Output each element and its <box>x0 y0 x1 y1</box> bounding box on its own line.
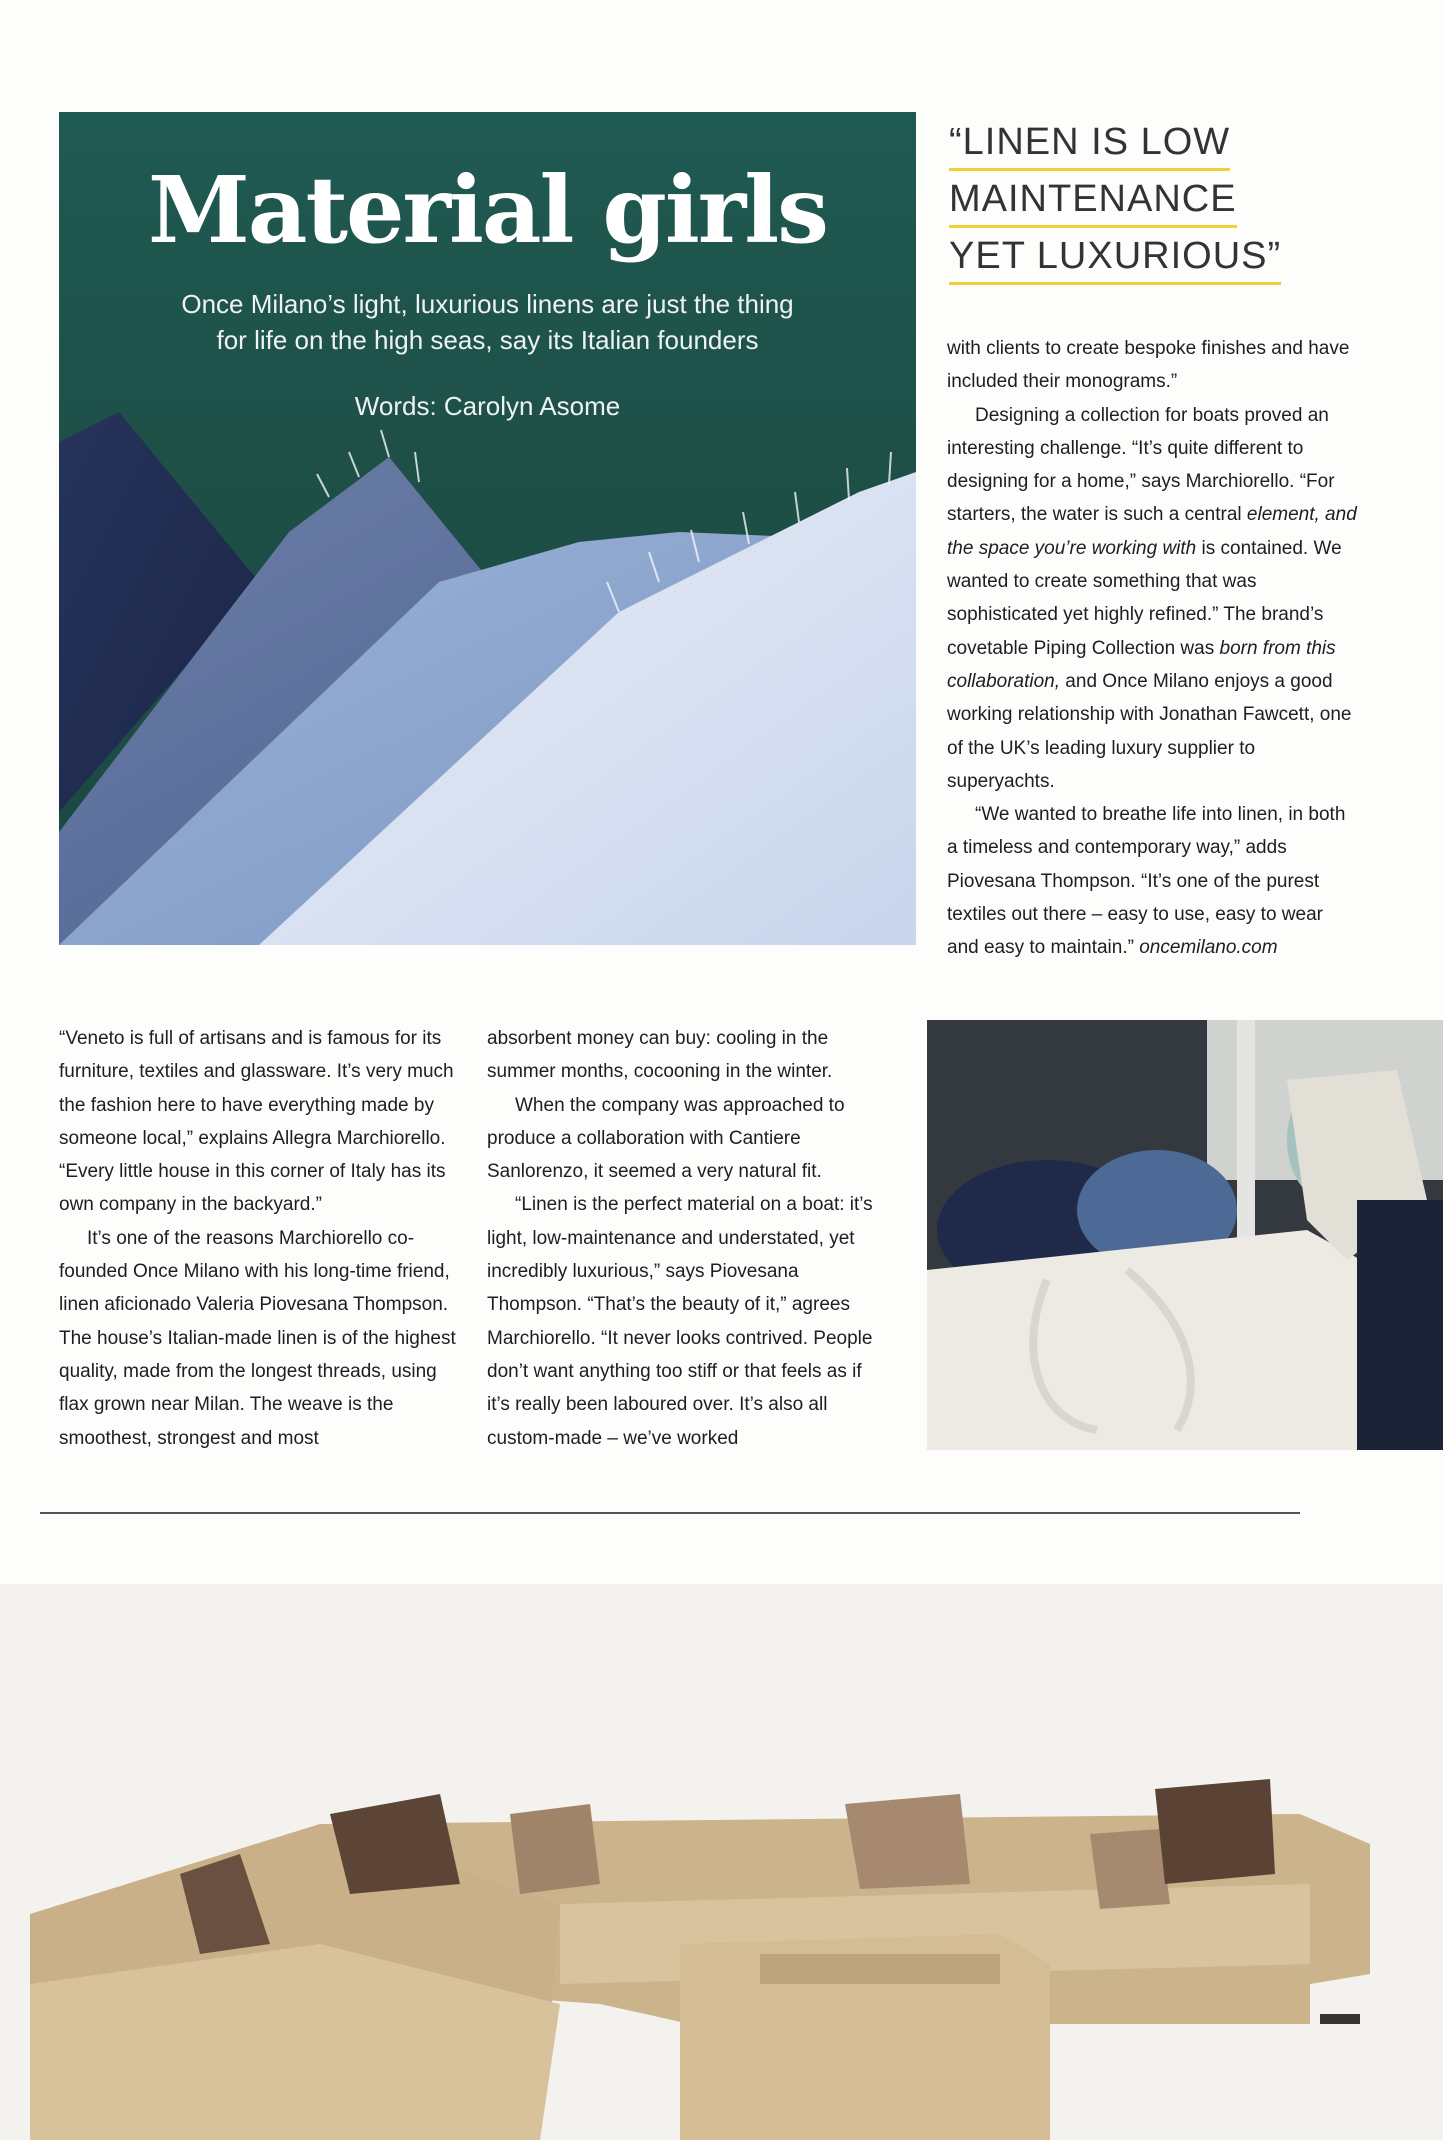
sofa-photo <box>0 1584 1443 2140</box>
subtitle-line: for life on the high seas, say its Italian founders <box>216 325 759 355</box>
website-link[interactable]: oncemilano.com <box>1139 937 1278 959</box>
paragraph: When the company was approached to produce a collaboration with Cantiere Sanlorenzo, it seemed a very natural fit. <box>487 1094 845 1183</box>
hero-image <box>59 112 916 945</box>
text-run: and Once Milano enjoys a good working relationship with Jonathan Fawcett, one of the UK’s leading luxury supplier to superyachts. <box>947 670 1352 792</box>
sectional-sofa-illustration <box>0 1584 1443 2140</box>
pull-quote <box>949 118 1389 289</box>
italic-text: born from this collaboration, <box>947 637 1336 692</box>
pull-quote-line: MAINTENANCE <box>949 175 1237 228</box>
text-column-middle <box>487 1022 882 1455</box>
paragraph: It’s one of the reasons Marchiorello co-founded Once Milano with his long-time friend, linen aficionado Valeria Piovesana Thompson. The house’s Italian-made linen is of the highest quality, made from the longest threads, using flax grown near Milan. The weave is the smoothest, strongest and most <box>59 1227 456 1449</box>
text-run: Designing a collection for boats proved an interesting challenge. “It’s quite different to designing for a home,” says Marchiorello. “For starters, the water is such a central <box>947 404 1335 526</box>
section-divider <box>40 1512 1300 1514</box>
paragraph: “Linen is the perfect material on a boat: it’s light, low-maintenance and understated, yet incredibly luxurious,” says Piovesana Thompson. “That’s the beauty of it,” agrees Marchiorello. “It never looks contrived. People don’t want anything too stiff or that feels as if it’s really been laboured over. It’s also all custom-made – we’ve worked <box>487 1194 873 1449</box>
subtitle-line: Once Milano’s light, luxurious linens are just the thing <box>181 289 794 319</box>
italic-text: element, and the space you’re working with <box>947 504 1357 559</box>
text-run: “We wanted to breathe life into linen, in both a timeless and contemporary way,” adds Piovesana Thompson. “It’s one of the purest textiles out there – easy to use, easy to wear and easy to maintain.” <box>947 804 1346 959</box>
article-title: Material girls <box>148 156 827 264</box>
text-column-right <box>947 332 1357 965</box>
paragraph <box>947 798 1357 964</box>
article-subtitle <box>59 286 916 358</box>
pull-quote-line: YET LUXURIOUS” <box>949 232 1281 285</box>
text-run: is contained. We wanted to create something that was sophisticated yet highly refined.” The brand’s covetable Piping Collection was <box>947 537 1342 659</box>
paragraph: absorbent money can buy: cooling in the summer months, cocooning in the winter. <box>487 1028 833 1083</box>
paragraph: with clients to create bespoke finishes and have included their monograms.” <box>947 338 1350 393</box>
linen-bag-illustration <box>927 1020 1443 1450</box>
text-column-left <box>59 1022 469 1455</box>
byline: Words: Carolyn Asome <box>354 391 621 421</box>
paragraph <box>947 399 1357 799</box>
pull-quote-line: “LINEN IS LOW <box>949 118 1230 171</box>
linen-bag-photo <box>927 1020 1443 1450</box>
paragraph: “Veneto is full of artisans and is famous for its furniture, textiles and glassware. It’s very much the fashion here to have everything made by someone local,” explains Allegra Marchiorello. “Every little house in this corner of Italy has its own company in the backyard.” <box>59 1028 454 1216</box>
